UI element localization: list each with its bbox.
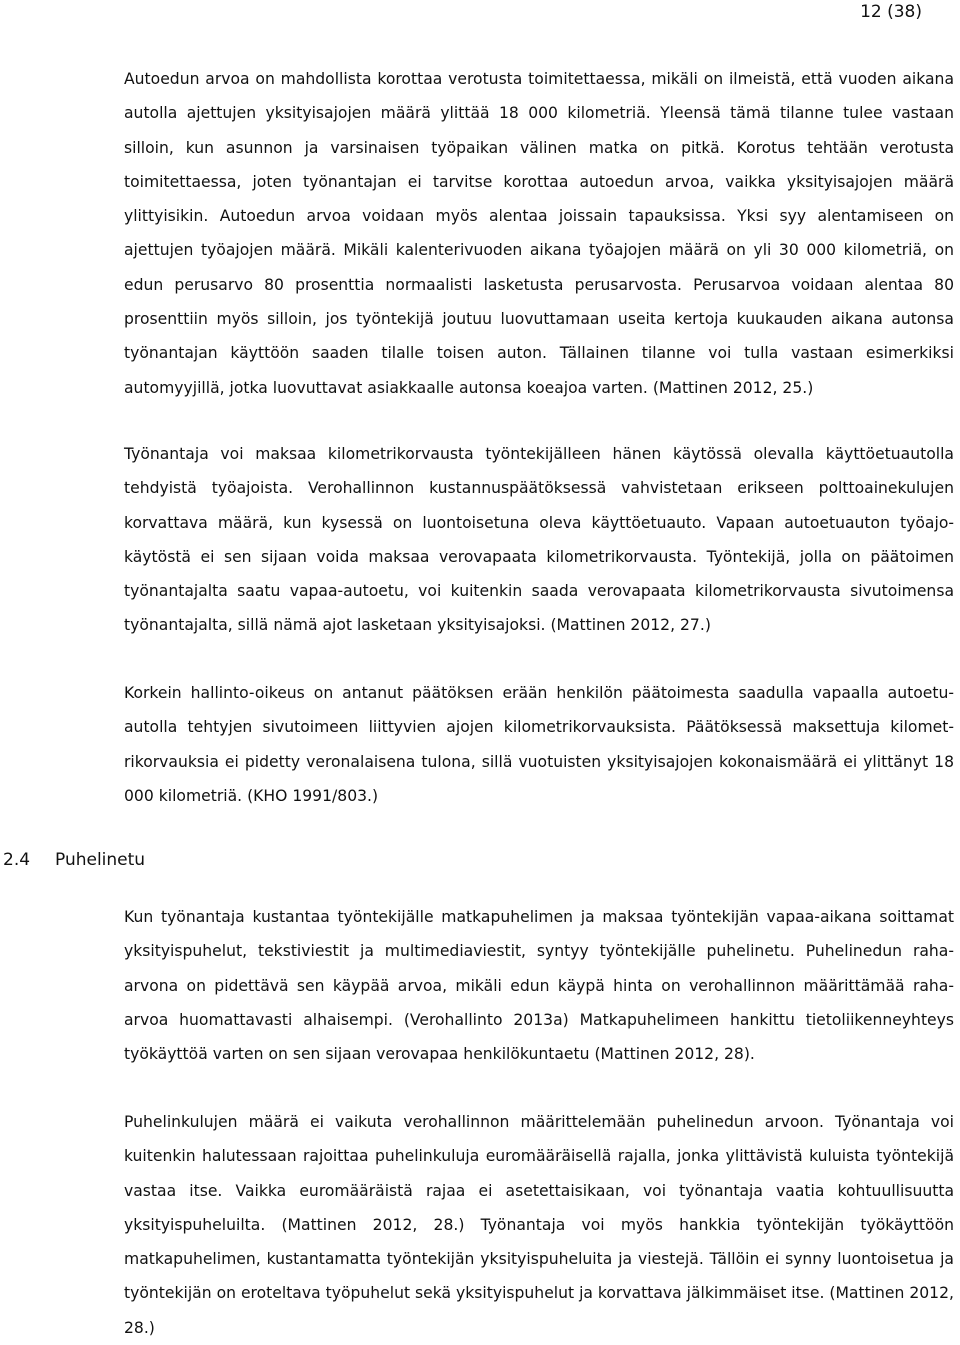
page-number: 12 (38) — [860, 2, 922, 22]
paragraph-phone-costs: Puhelinkulujen määrä ei vaikuta verohallinnon määrittelemään puhelinedun arvoon. Työnantaja voi kuitenkin halutessaan rajoittaa puhelinkuluja euromääräisellä rajalla, jonka ylittävistä kuluista työntekijä vastaa itse. Vaikka euromääräistä rajaa ei asetettaisikaan, voi työnantaja vaatia kohtuullisuutta yksityispuheluilta. (Mattinen 2012, 28.) Työnantaja voi myös hankkia työntekijän työkäyttöön matkapuhelimen, kustantamatta työntekijän yksityispuheluita ja viestejä. Tällöin ei synny luontoisetua ja työntekijän on eroteltava työpuhelut sekä yksityispuhelut ja korvattava jälkimmäiset itse. (Mattinen 2012, 28.) — [124, 1113, 954, 1337]
paragraph-phone-benefit: Kun työnantaja kustantaa työntekijälle matkapuhelimen ja maksaa työntekijän vapaa-aikana soittamat yksityispuhelut, tekstiviestit ja multimediaviestit, syntyy työntekijälle puhelinetu. Puhelinedun raha-arvona on pidettävä sen käypää arvoa, mikäli edun käypä hinta on verohallinnon määrittämää raha-arvoa huomattavasti alhaisempi. (Verohallinto 2013a) Matkapuhelimeen hankittu tietoliikenneyhteys työkäyttöä varten on sen sijaan verovapaa henkilökuntaetu (Mattinen 2012, 28). — [124, 908, 954, 1064]
section-title: Puhelinetu — [55, 850, 146, 870]
section-number: 2.4 — [3, 850, 31, 870]
section-heading — [3, 850, 145, 870]
paragraph-car-benefit-value: Autoedun arvoa on mahdollista korottaa verotusta toimitettaessa, mikäli on ilmeistä, että vuoden aikana autolla ajettujen yksityisajojen määrä ylittää 18 000 kilometriä. Yleensä tämä tilanne tulee vastaan silloin, kun asunnon ja varsinaisen työpaikan välinen matka on pitkä. Korotus tehtään verotusta toimitettaessa, joten työnantajan ei tarvitse korottaa autoedun arvoa, vaikka yksityisajojen määrä ylittyisikin. Autoedun arvoa voidaan myös alentaa joissain tapauksissa. Yksi syy alentamiseen on ajettujen työajojen määrä. Mikäli kalenterivuoden aikana työajojen määrä on yli 30 000 kilometriä, on edun perusarvo 80 prosenttia normaalisti lasketusta perusarvosta. Perusarvoa voidaan alentaa 80 prosenttiin myös silloin, jos työntekijä joutuu luovuttamaan useita kertoja kuukauden aikana autonsa työnantajan käyttöön saaden tilalle toisen auton. Tällainen tilanne voi tulla vastaan esimerkiksi automyyjillä, jotka luovuttavat asiakkaalle autonsa koeajoa varten. (Mattinen 2012, 25.) — [124, 70, 954, 397]
paragraph-mileage-allowance: Työnantaja voi maksaa kilometrikorvausta työntekijälleen hänen käytössä olevalla käyttöetuautolla tehdyistä työajoista. Verohallinnon kustannuspäätöksessä vahvistetaan erikseen polttoainekulujen korvattava määrä, kun kysessä on luontoisetuna oleva käyttöetuauto. Vapaan autoetuauton työajokäytöstä ei sen sijaan voida maksaa verovapaata kilometrikorvausta. Työntekijä, jolla on päätoimen työnantajalta saatu vapaa-autoetu, voi kuitenkin saada verovapaata kilometrikorvausta sivutoimensa työnantajalta, sillä nämä ajot lasketaan yksityisajoksi. (Mattinen 2012, 27.) — [124, 445, 954, 635]
paragraph-supreme-court-decision: Korkein hallinto-oikeus on antanut päätöksen erään henkilön päätoimesta saadulla vapaalla autoetuautolla tehtyjen sivutoimeen liittyvien ajojen kilometrikorvauksista. Päätöksessä maksettuja kilometrikorvauksia ei pidetty veronalaisena tulona, sillä vuotuisten yksityisajojen kokonaismäärä ei ylittänyt 18 000 kilometriä. (KHO 1991/803.) — [124, 684, 954, 805]
